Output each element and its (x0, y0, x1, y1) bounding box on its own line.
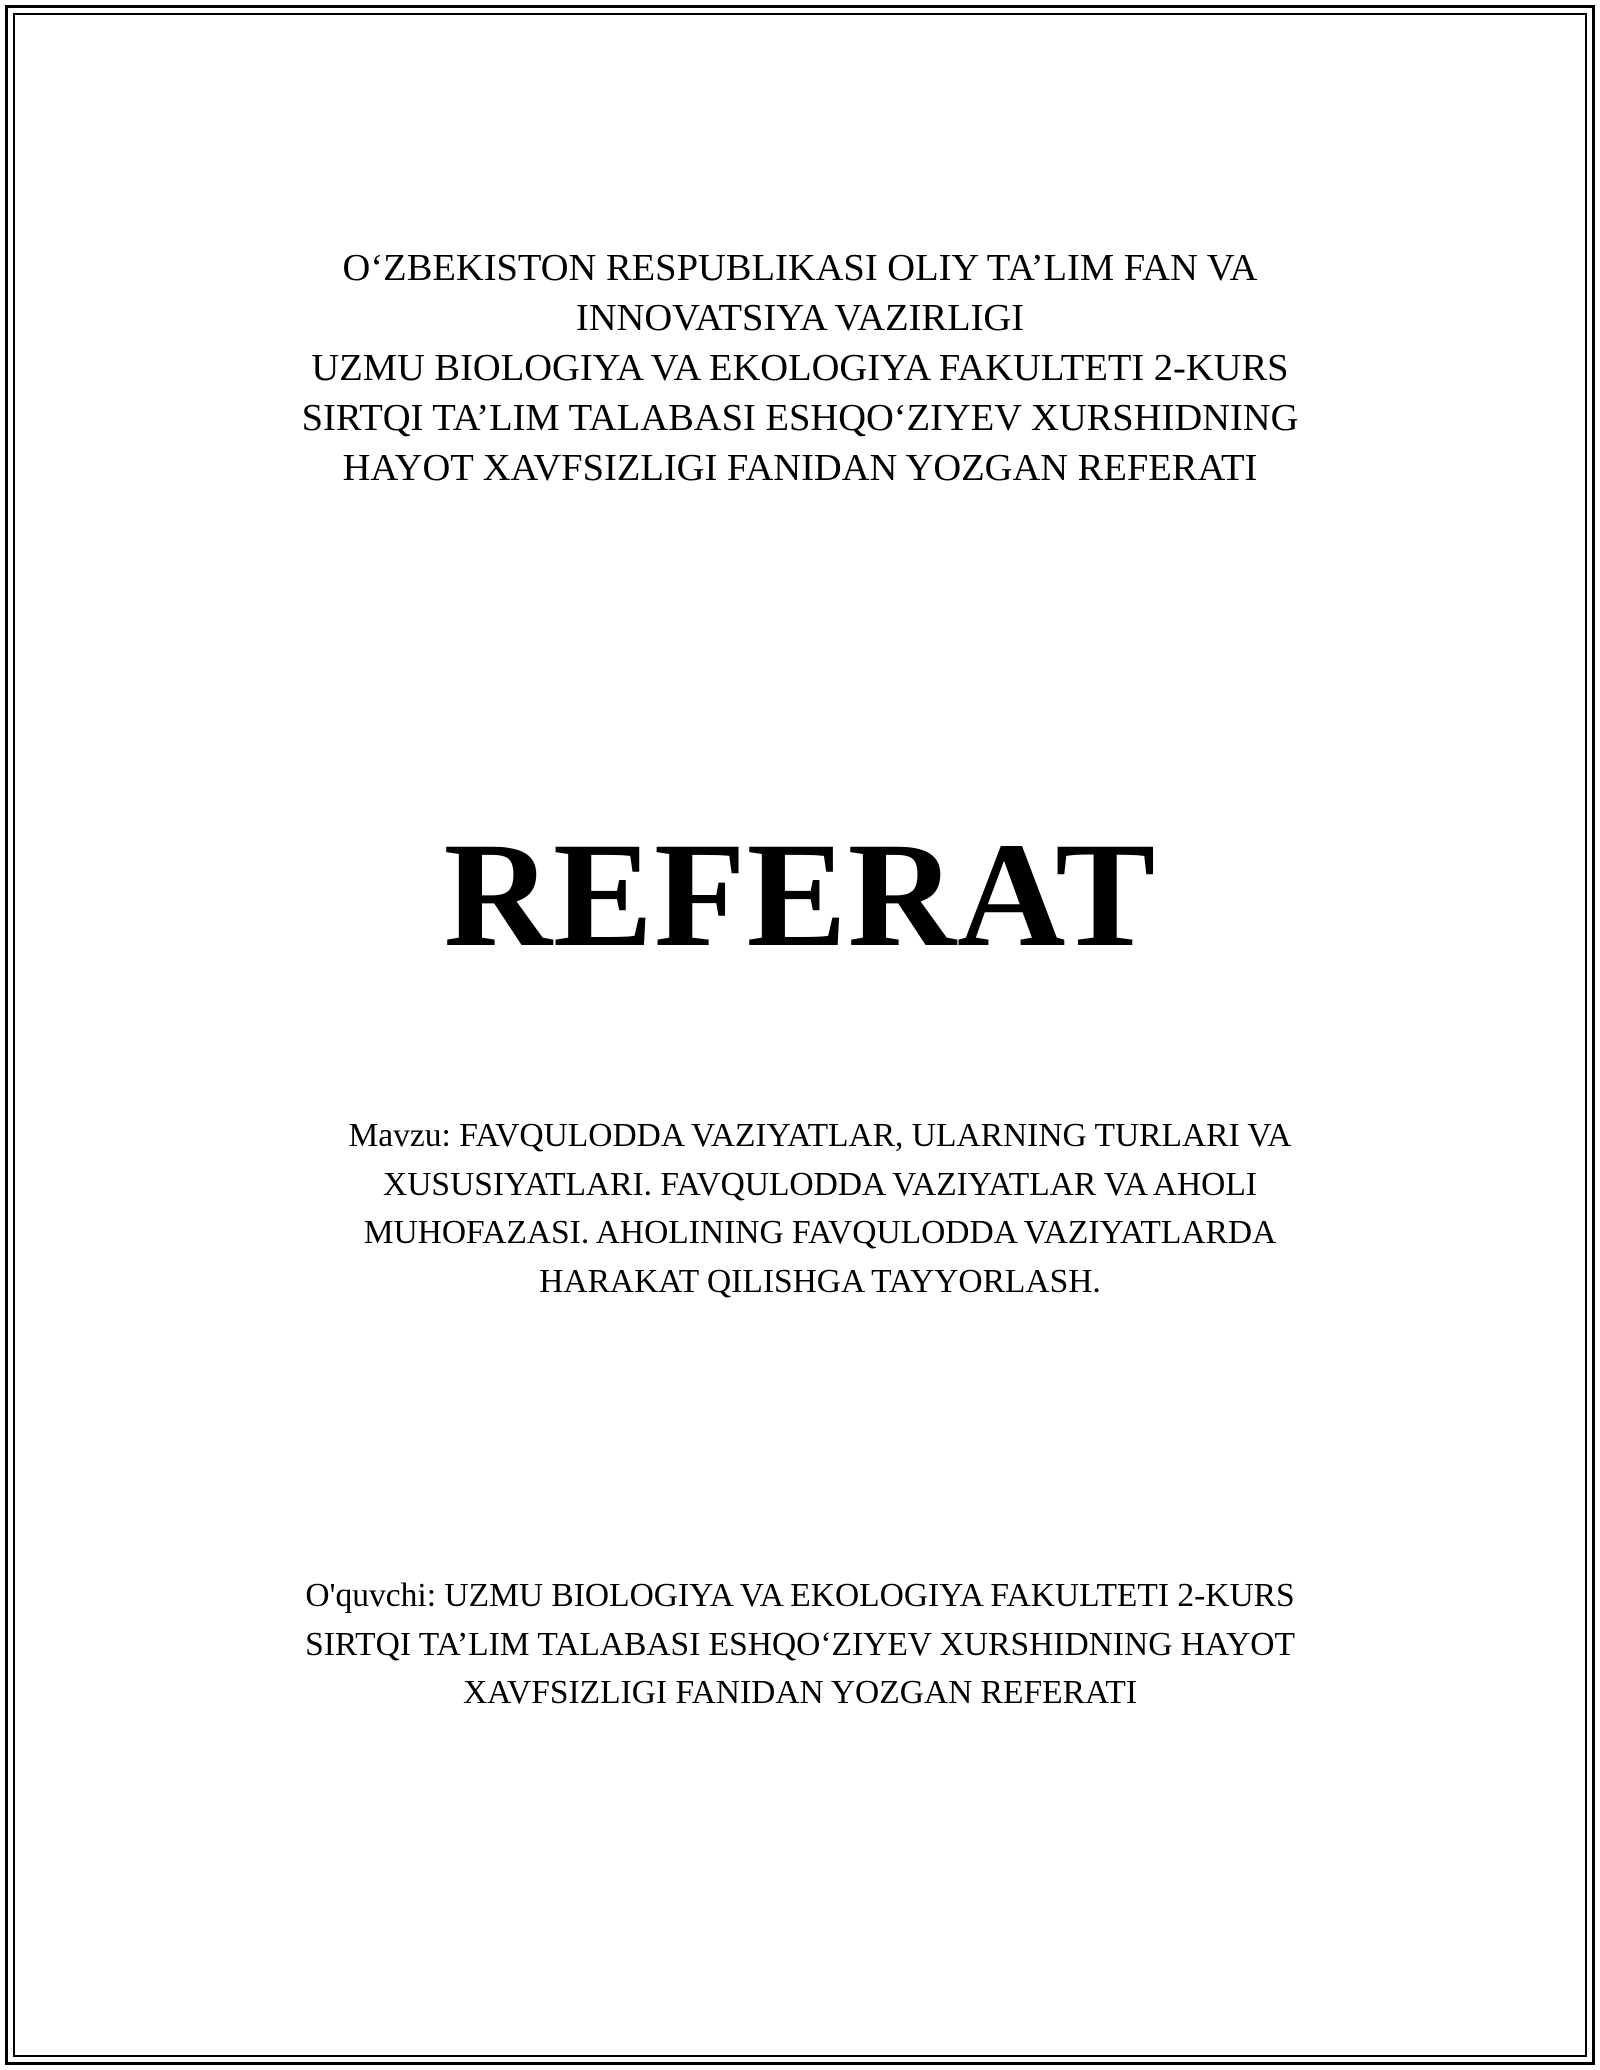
header-line: UZMU BIOLOGIYA VA EKOLOGIYA FAKULTETI 2-KURS (311, 347, 1289, 389)
student-line: O'quvchi: UZMU BIOLOGIYA VA EKOLOGIYA FAKULTETI 2-KURS (305, 1577, 1295, 1614)
student-line: XAVFSIZLIGI FANIDAN YOZGAN REFERATI (462, 1674, 1138, 1711)
document-title: REFERAT (443, 812, 1157, 978)
topic-line: XUSUSIYATLARI. FAVQULODDA VAZIYATLAR VA AHOLI (383, 1165, 1257, 1203)
topic-line: Mavzu: FAVQULODDA VAZIYATLAR, ULARNING TURLARI VA (348, 1117, 1292, 1154)
header-line: O‘ZBEKISTON RESPUBLIKASI OLIY TA’LIM FAN VA (342, 247, 1258, 289)
student-section (0, 1572, 1600, 1718)
student-line: SIRTQI TA’LIM TALABASI ESHQO‘ZIYEV XURSHIDNING HAYOT (305, 1625, 1295, 1663)
header-line: HAYOT XAVFSIZLIGI FANIDAN YOZGAN REFERATI (342, 447, 1258, 489)
header-line: SIRTQI TA’LIM TALABASI ESHQO‘ZIYEV XURSHIDNING (301, 397, 1299, 439)
topic-line: HARAKAT QILISHGA TAYYORLASH. (539, 1262, 1101, 1300)
topic-section (20, 1112, 1600, 1306)
topic-line: MUHOFAZASI. AHOLINING FAVQULODDA VAZIYATLARDA (363, 1214, 1277, 1251)
header-line: INNOVATSIYA VAZIRLIGI (575, 297, 1025, 339)
institution-header (0, 243, 1600, 493)
